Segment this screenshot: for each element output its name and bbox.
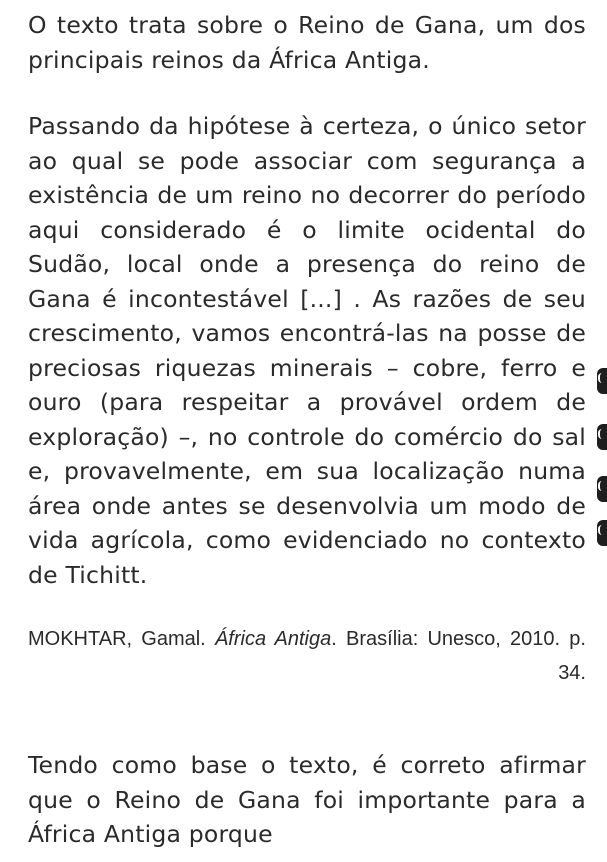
edge-tab-icon [598,525,606,535]
quoted-excerpt: Passando da hipótese à certeza, o único setor ao qual se pode associar com segurança a existência de um reino no decorrer do período aqui considerado é o limite ocidental do Sudão, local onde a presença do reino de Gana é incontestável [...] . As razões de seu crescimento, vamos encontrá-las na posse de preciosas riquezas minerais – cobre, ferro e ouro (para respeitar a provável ordem de exploração) –, no controle do comércio do sal e, provavelmente, em sua localização numa área onde antes se desenvolvia um modo de vida agrícola, como evidenciado no contexto de Tichitt. [28,112,586,589]
edge-tab-4[interactable] [597,520,607,546]
citation-author: MOKHTAR, Gamal. [28,628,215,650]
edge-tab-1[interactable] [597,368,607,394]
edge-tab-icon [598,481,606,491]
document-page [28,8,586,852]
edge-tab-2[interactable] [597,424,607,450]
citation-details: . Brasília: Unesco, 2010. p. 34. [331,628,586,684]
question-text: Tendo como base o texto, é correto afirmar que o Reino de Gana foi importante para a África Antiga porque [28,751,586,848]
edge-tab-3[interactable] [597,476,607,502]
edge-tab-icon [598,429,606,439]
edge-tab-icon [598,373,606,383]
citation-title: África Antiga [214,628,332,650]
source-citation [28,622,586,690]
intro-paragraph: O texto trata sobre o Reino de Gana, um dos principais reinos da África Antiga. [28,11,586,74]
